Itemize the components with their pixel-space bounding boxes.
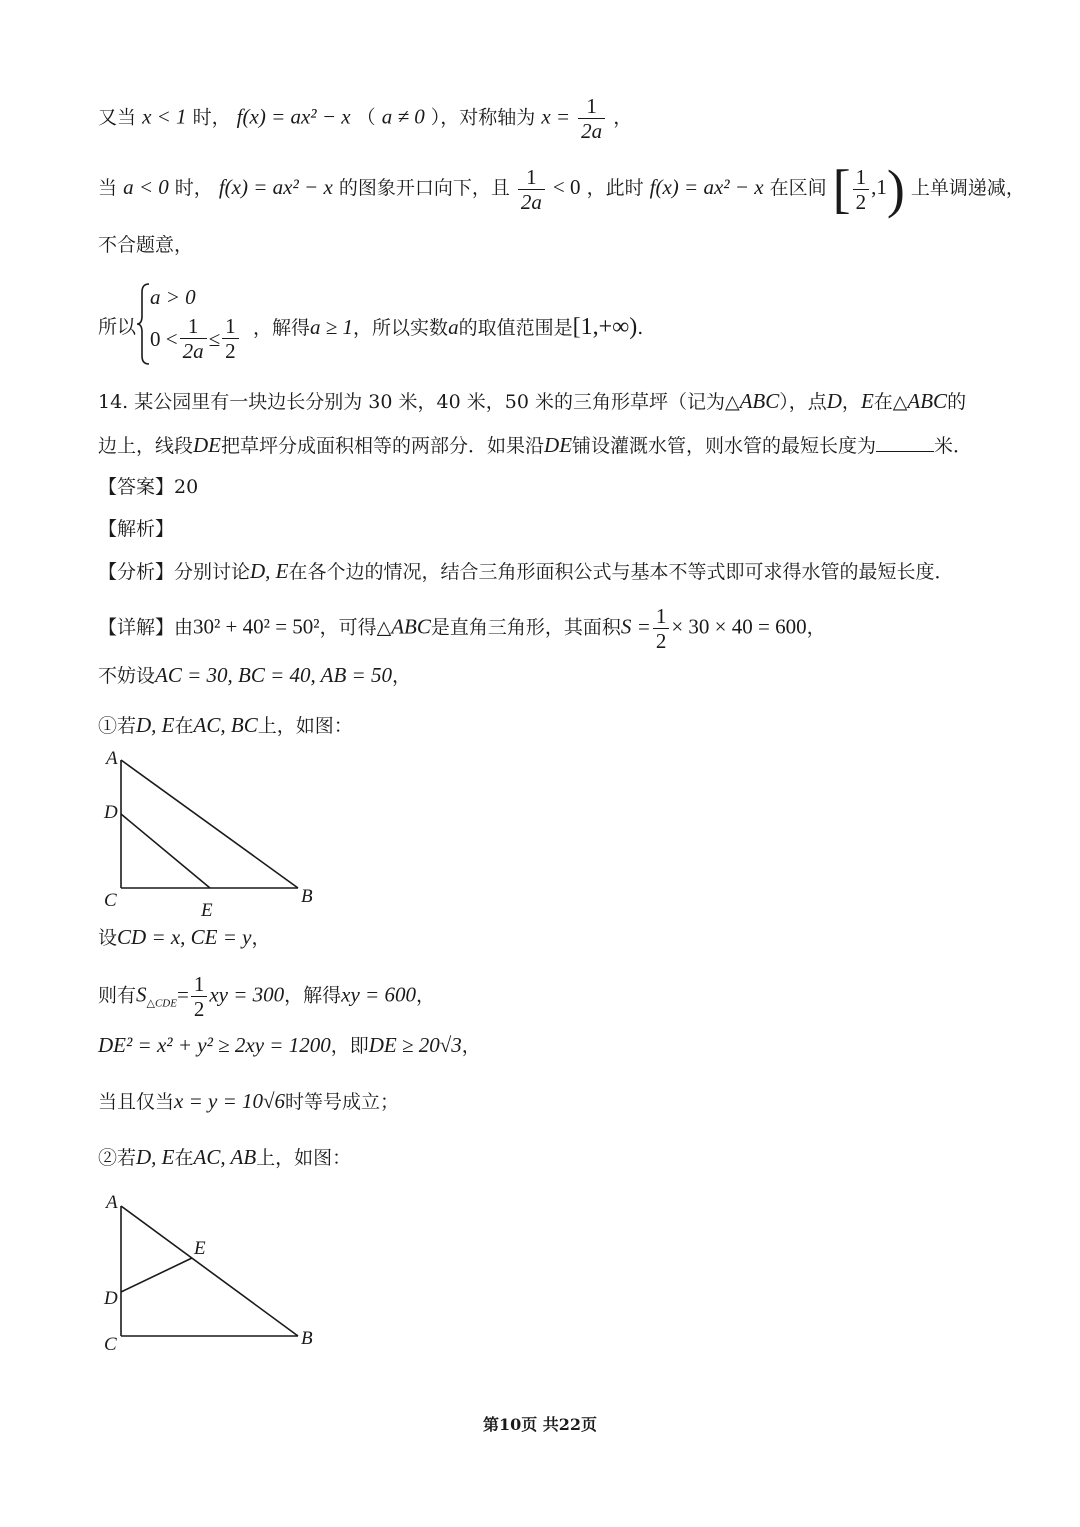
- fraction: $\frac{1}{2}$: [853, 165, 870, 214]
- left-bracket: [: [832, 159, 851, 219]
- text: 时，: [174, 177, 213, 199]
- analysis-label: 【解析】: [98, 518, 175, 540]
- math: a > 0: [150, 285, 196, 309]
- text: 所以: [98, 316, 137, 338]
- conclusion-text: ，解得a ≥ 1，所以实数a的取值范围是[1,+∞).: [253, 314, 644, 340]
- text: ，: [613, 106, 633, 129]
- text: ），对称轴为: [430, 106, 536, 129]
- math: f(x) = ax² − x: [236, 104, 351, 129]
- fig1-label-C: C: [104, 890, 117, 911]
- figure-2: [98, 1188, 338, 1363]
- math: a ≠ 0: [381, 104, 425, 129]
- math: f(x) = ax² − x: [649, 175, 764, 199]
- fraction: $\frac{1}{2a}$: [578, 94, 605, 143]
- fig2-label-A: A: [106, 1192, 118, 1213]
- text: 当: [98, 177, 118, 199]
- math: a < 0: [123, 175, 169, 199]
- fraction: $\frac{1}{2}$: [191, 972, 208, 1021]
- text: ，此时: [586, 177, 644, 199]
- fig2-label-C: C: [104, 1334, 117, 1355]
- text: 在区间: [769, 177, 827, 199]
- text: 时，: [192, 106, 231, 129]
- math: x < 1: [142, 104, 187, 129]
- fig1-label-E: E: [201, 900, 213, 921]
- text: （: [356, 106, 376, 129]
- right-paren: ): [886, 159, 905, 219]
- question-14-line1: 14. 某公园里有一块边长分别为 30 米，40 米，50 米的三角形草坪（记为△ABC），点D，E在△ABC的: [98, 389, 967, 413]
- line-decreasing: [98, 159, 1025, 219]
- fig2-label-E: E: [194, 1238, 206, 1259]
- math: ,1: [871, 175, 887, 199]
- bufang-line: 不妨设AC = 30, BC = 40, AB = 50，: [98, 663, 411, 687]
- zeyou-line: 则有$S_{\triangle CDE}=$ $\frac{1}{2}$ xy = 300，解得xy = 600，: [98, 972, 435, 1021]
- fraction: $\frac{1}{2}$: [653, 604, 670, 653]
- dang-line: 当且仅当x = y = 10√6时等号成立；: [98, 1089, 400, 1113]
- system-row-2: [150, 314, 241, 363]
- page-footer: 第10页 共22页: [482, 1415, 598, 1434]
- case1-line: ①若D, E在AC, BC上，如图：: [98, 713, 353, 737]
- fig2-label-D: D: [104, 1288, 118, 1309]
- fig1-label-B: B: [301, 886, 313, 907]
- she-line: 设CD = x, CE = y，: [98, 925, 271, 949]
- fig1-label-A: A: [106, 748, 118, 769]
- fraction: $\frac{1}{2}$: [222, 314, 239, 363]
- fig1-label-D: D: [104, 802, 118, 823]
- math: x =: [541, 104, 571, 129]
- case2-line: ②若D, E在AC, AB上，如图：: [98, 1145, 352, 1169]
- text: 的图象开口向下，且: [338, 177, 510, 199]
- answer-blank: [876, 433, 934, 452]
- answer-label: 【答案】20: [98, 476, 199, 498]
- fraction: $\frac{1}{2a}$: [180, 314, 207, 363]
- text: 上单调递减，: [910, 177, 1025, 199]
- math: ≤: [208, 326, 221, 351]
- text: 又当: [98, 106, 137, 129]
- math: f(x) = ax² − x: [218, 175, 333, 199]
- fraction: $\frac{1}{2a}$: [518, 165, 545, 214]
- math: 0 <: [150, 326, 178, 351]
- line-symmetry-axis: [98, 94, 632, 143]
- de2-line: DE² = x² + y² ≥ 2xy = 1200，即DE ≥ 20√3，: [98, 1033, 481, 1057]
- fenxi-line: 【分析】分别讨论D, E在各个边的情况，结合三角形面积公式与基本不等式即可求得水管的最短长度．: [98, 559, 954, 583]
- line-not-match: 不合题意，: [98, 234, 194, 256]
- figure-1: [98, 748, 338, 923]
- question-14-line2: 边上，线段DE把草坪分成面积相等的两部分．如果沿DE铺设灌溉水管，则水管的最短长度为 米．: [98, 433, 973, 457]
- xiangjie-line: 【详解】由30² + 40² = 50²，可得△ABC是直角三角形，其面积S = $\frac{1}{2}$ × 30 × 40 = 600，: [98, 604, 826, 653]
- math: < 0: [552, 175, 581, 199]
- fig2-label-B: B: [301, 1328, 313, 1349]
